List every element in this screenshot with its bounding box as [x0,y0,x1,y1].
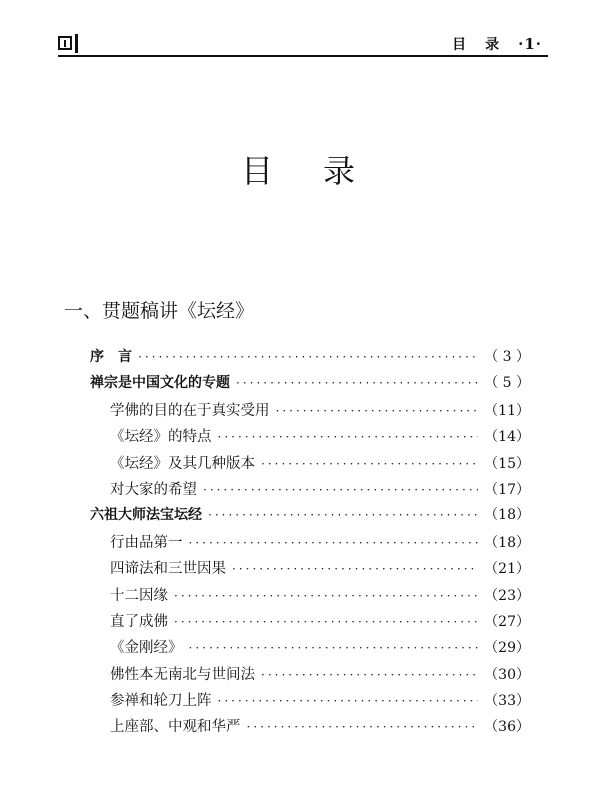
toc-entry-page: （21） [484,561,530,578]
table-of-contents [90,346,530,742]
toc-leader-dots [232,562,478,576]
toc-entry-title: 上座部、中观和华严 [110,719,241,736]
toc-entry-title: 序 言 [90,349,132,365]
toc-entry-title: 佛性本无南北与世间法 [110,666,255,683]
toc-entry-title: 行由品第一 [110,534,183,551]
toc-entry-page: （29） [484,640,530,657]
toc-entry[interactable] [90,425,530,451]
toc-entry[interactable] [90,346,530,372]
toc-leader-dots [218,694,479,708]
toc-entry-title: 《金刚经》 [110,640,183,657]
header-left-char: 目 [452,37,468,53]
toc-entry-page: （30） [484,666,530,683]
toc-leader-dots [189,641,479,655]
toc-entry-page: （33） [484,693,530,710]
running-header [58,32,548,60]
toc-entry-page: （18） [484,534,530,551]
toc-entry[interactable] [90,584,530,610]
toc-entry[interactable] [90,399,530,425]
toc-leader-dots [208,508,478,522]
toc-entry-title: 《坛经》及其几种版本 [110,455,255,472]
toc-leader-dots [174,589,478,603]
toc-leader-dots [261,457,478,471]
toc-entry[interactable] [90,504,530,530]
toc-entry[interactable] [90,557,530,583]
toc-leader-dots [174,615,478,629]
toc-entry[interactable] [90,689,530,715]
toc-entry-title: 禅宗是中国文化的专题 [90,375,230,392]
toc-leader-dots [261,668,478,682]
section-heading: 一、贯题稿讲《坛经》 [64,300,255,322]
toc-entry-page: （18） [484,507,530,524]
header-label [452,34,542,54]
toc-entry[interactable] [90,372,530,398]
toc-entry[interactable] [90,715,530,741]
toc-entry[interactable] [90,636,530,662]
toc-entry-page: （36） [484,719,530,736]
toc-entry-page: （ 5 ） [484,375,530,392]
toc-entry-title: 学佛的目的在于真实受用 [110,402,270,419]
toc-leader-dots [203,483,478,497]
header-right-char: 录 [485,37,501,53]
toc-entry-page: （27） [484,613,530,630]
toc-entry-title: 参禅和轮刀上阵 [110,693,212,710]
toc-entry-page: （23） [484,587,530,604]
toc-leader-dots [138,350,478,364]
toc-entry-title: 对大家的希望 [110,481,197,498]
toc-entry-title: 直了成佛 [110,613,168,630]
toc-entry[interactable] [90,452,530,478]
toc-entry-page: （14） [484,429,530,446]
toc-entry-title: 六祖大师法宝坛经 [90,507,202,524]
toc-entry-page: （11） [484,402,530,419]
toc-leader-dots [236,376,478,390]
header-rule [58,55,548,57]
toc-entry-page: （17） [484,481,530,498]
toc-entry-page: （15） [484,455,530,472]
page-title: 目录 [240,152,405,190]
corner-bar-decoration [75,34,78,53]
page-number: ·1· [518,35,542,53]
corner-mark-icon [58,36,72,50]
toc-entry[interactable] [90,531,530,557]
toc-entry-title: 十二因缘 [110,587,168,604]
toc-entry-title: 《坛经》的特点 [110,429,212,446]
toc-entry-page: （ 3 ） [484,349,530,365]
toc-leader-dots [189,536,479,550]
toc-entry-title: 四谛法和三世因果 [110,561,226,578]
toc-leader-dots [247,720,479,734]
toc-leader-dots [218,430,479,444]
toc-entry[interactable] [90,663,530,689]
toc-entry[interactable] [90,610,530,636]
toc-entry[interactable] [90,478,530,504]
toc-leader-dots [276,404,479,418]
